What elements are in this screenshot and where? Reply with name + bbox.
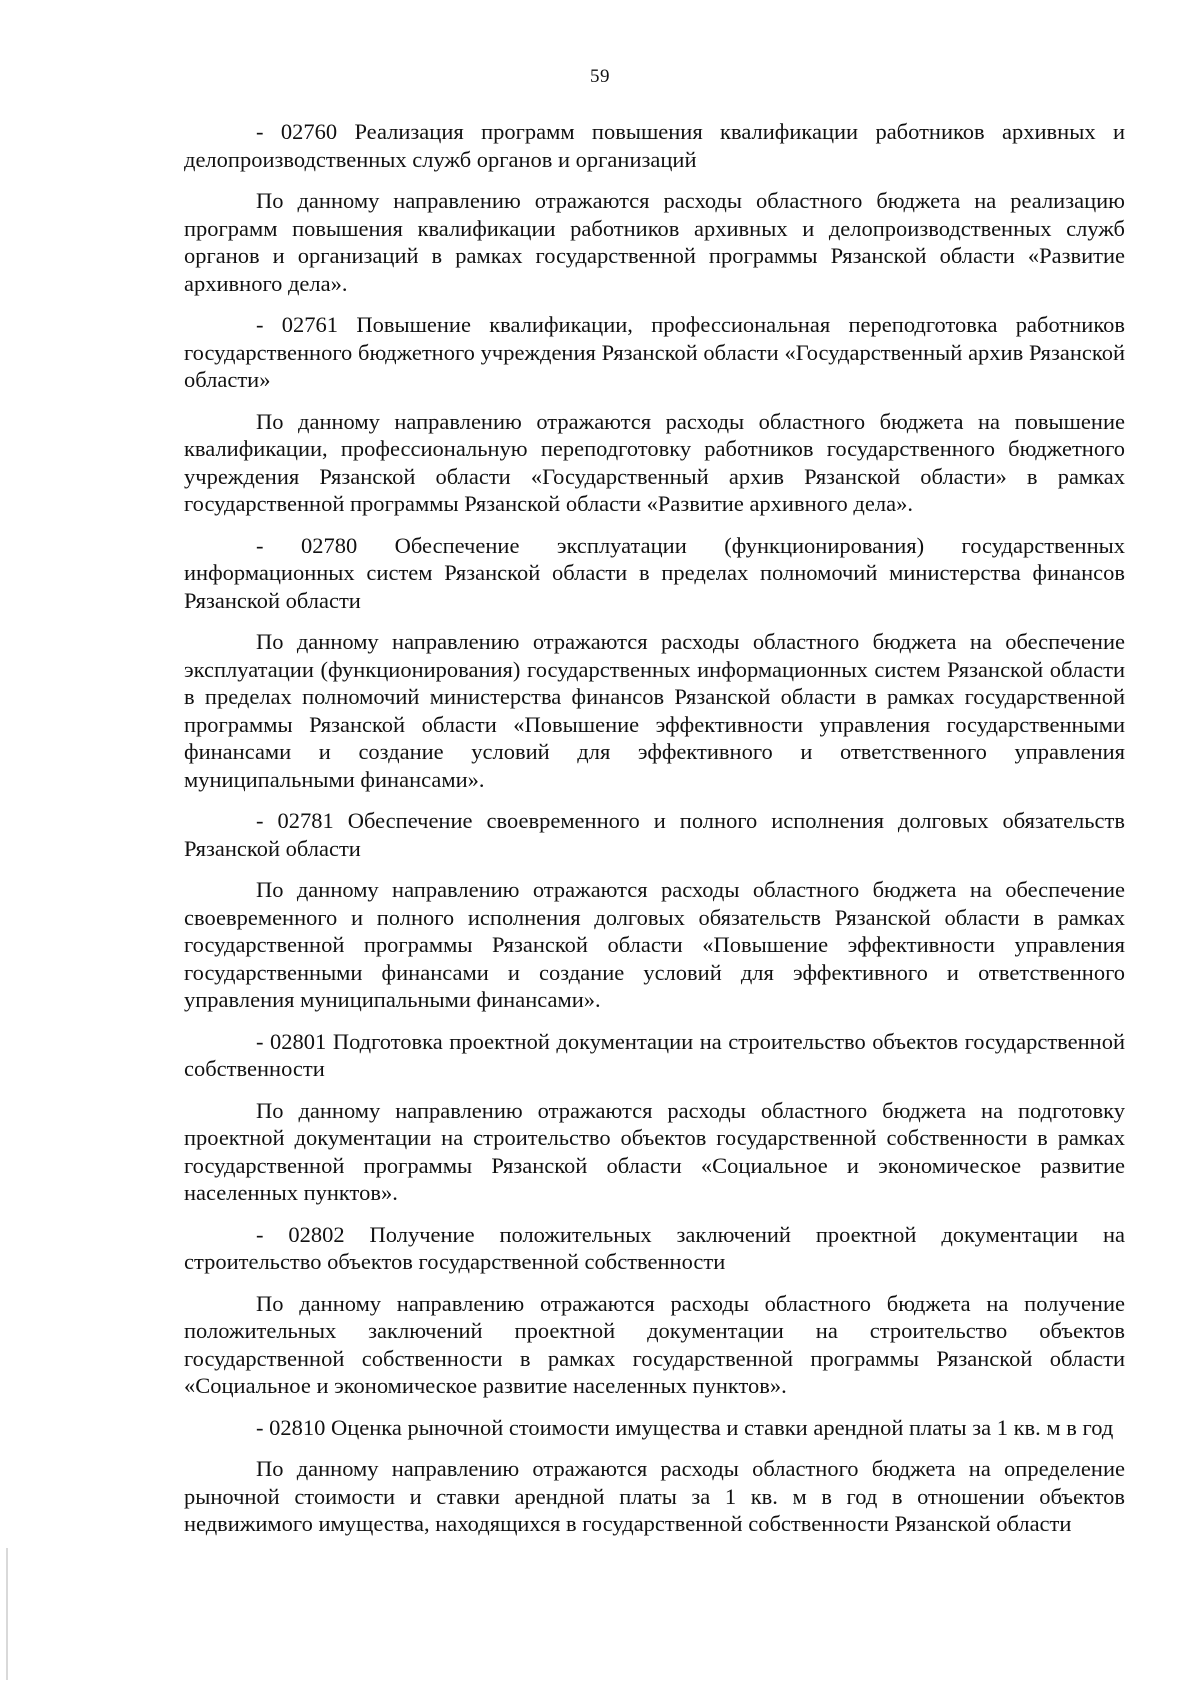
entry-heading: - 02780 Обеспечение эксплуатации (функционирования) государственных информационных систем Рязанской области в пределах полномочий министерства финансов Рязанской области [184, 532, 1125, 613]
entry-description: По данному направлению отражаются расходы областного бюджета на повышение квалификации, профессиональную переподготовку работников государственного бюджетного учреждения Рязанской области «Государственный архив Рязанской области» в рамках государственной программы Рязанской области «Развитие архивного дела». [184, 408, 1125, 516]
entry-heading: - 02781 Обеспечение своевременного и полного исполнения долговых обязательств Рязанской области [184, 808, 1125, 861]
scan-edge-mark [6, 1548, 8, 1680]
entry-description: По данному направлению отражаются расходы областного бюджета на получение положительных заключений проектной документации на строительство объектов государственной собственности в рамках государственной программы Рязанской области «Социальное и экономическое развитие населенных пунктов». [184, 1290, 1125, 1398]
entry-heading: - 02761 Повышение квалификации, профессиональная переподготовка работников государственного бюджетного учреждения Рязанской области «Государственный архив Рязанской области» [184, 312, 1125, 392]
entry-02801 [184, 1028, 1125, 1207]
entry-02810 [184, 1414, 1125, 1538]
entry-description: По данному направлению отражаются расходы областного бюджета на обеспечение эксплуатации (функционирования) государственных информационных систем Рязанской области в пределах полномочий министерства финансов Рязанской области в рамках государственной программы Рязанской области «Повышение эффективности управления государственными финансами и создание условий для эффективного и ответственного управления муниципальными финансами». [184, 629, 1125, 792]
entry-heading: - 02801 Подготовка проектной документации на строительство объектов государственной собственности [184, 1028, 1125, 1081]
entry-02802 [184, 1221, 1125, 1400]
entry-description: По данному направлению отражаются расходы областного бюджета на обеспечение своевременного и полного исполнения долговых обязательств Рязанской области в рамках государственной программы Рязанской области «Повышение эффективности управления государственными финансами и создание условий для эффективного и ответственного управления муниципальными финансами». [184, 877, 1125, 1012]
entry-02760 [184, 118, 1125, 297]
entry-heading: - 02810 Оценка рыночной стоимости имущества и ставки арендной платы за 1 кв. м в год [256, 1414, 1114, 1440]
entry-description: По данному направлению отражаются расходы областного бюджета на подготовку проектной документации на строительство объектов государственной собственности в рамках государственной программы Рязанской области «Социальное и экономическое развитие населенных пунктов». [184, 1097, 1125, 1205]
page-number: 59 [590, 66, 610, 87]
entry-heading: - 02760 Реализация программ повышения квалификации работников архивных и делопроизводственных служб органов и организаций [184, 119, 1125, 172]
entry-description: По данному направлению отражаются расходы областного бюджета на реализацию программ повышения квалификации работников архивных и делопроизводственных служб органов и организаций в рамках государственной программы Рязанской области «Развитие архивного дела». [184, 188, 1125, 296]
document-body [184, 118, 1125, 1552]
entry-02761 [184, 311, 1125, 518]
entry-heading: - 02802 Получение положительных заключений проектной документации на строительство объектов государственной собственности [184, 1221, 1125, 1274]
entry-description: По данному направлению отражаются расходы областного бюджета на определение рыночной стоимости и ставки арендной платы за 1 кв. м в год в отношении объектов недвижимого имущества, находящихся в государственной собственности Рязанской области [184, 1456, 1125, 1536]
entry-02780 [184, 532, 1125, 794]
entry-02781 [184, 807, 1125, 1014]
